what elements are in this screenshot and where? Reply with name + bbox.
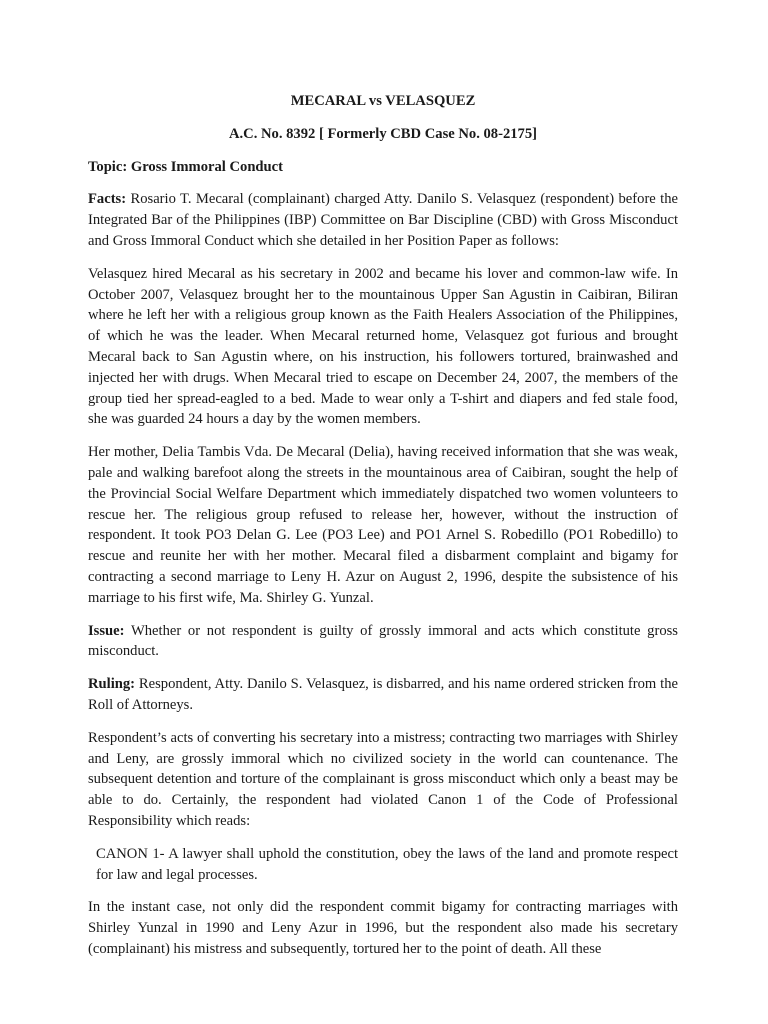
facts-paragraph xyxy=(88,189,678,251)
acts-paragraph: Respondent’s acts of converting his secretary into a mistress; contracting two marriages with Shirley and Leny, are grossly immoral which no civilized society in the world can countenance. The subsequent detention and torture of the complainant is gross misconduct which only a beast may be able to do. Certainly, the respondent had violated Canon 1 of the Code of Professional Responsibility which reads: xyxy=(88,729,678,829)
issue-text: Whether or not respondent is guilty of grossly immoral and acts which constitute gross misconduct. xyxy=(88,622,678,660)
facts-text: Rosario T. Mecaral (complainant) charged Atty. Danilo S. Velasquez (respondent) before the Integrated Bar of the Philippines (IBP) Committee on Bar Discipline (CBD) with Gross Misconduct and Gross Immoral Conduct which she detailed in her Position Paper as follows: xyxy=(88,191,678,249)
canon-paragraph: CANON 1- A lawyer shall uphold the constitution, obey the laws of the land and promote respect for law and legal processes. xyxy=(96,845,678,883)
topic-heading: Topic: Gross Immoral Conduct xyxy=(88,158,284,175)
ruling-paragraph xyxy=(88,674,678,716)
instant-case-paragraph: In the instant case, not only did the respondent commit bigamy for contracting marriages with Shirley Yunzal in 1990 and Leny Azur in 1996, but the respondent also made his secretary (complainant) his mistress and subsequently, tortured her to the point of death. All these xyxy=(88,899,678,957)
ruling-label: Ruling: xyxy=(88,676,136,693)
velasquez-hired-paragraph: Velasquez hired Mecaral as his secretary in 2002 and became his lover and common-law wife. In October 2007, Velasquez brought her to the mountainous Upper San Agustin in Caibiran, Biliran where he left her with a religious group known as the Faith Healers Association of the Philippines, of which he was the leader. When Mecaral returned home, Velasquez got furious and brought Mecaral back to San Agustin where, on his instruction, his followers tortured, brainwashed and injected her with drugs. When Mecaral tried to escape on December 24, 2007, the members of the group tied her spread-eagled to a bed. Made to wear only a T-shirt and diapers and fed stale food, she was guarded 24 hours a day by the women members. xyxy=(88,265,678,428)
case-number: A.C. No. 8392 [ Formerly CBD Case No. 08-2175] xyxy=(228,125,538,142)
document-title: MECARAL vs VELASQUEZ xyxy=(290,93,476,109)
facts-label: Facts: xyxy=(88,191,127,208)
ruling-text: Respondent, Atty. Danilo S. Velasquez, is disbarred, and his name ordered stricken from the Roll of Attorneys. xyxy=(88,676,678,713)
document-page xyxy=(88,91,678,960)
her-mother-paragraph: Her mother, Delia Tambis Vda. De Mecaral (Delia), having received information that she was weak, pale and walking barefoot along the streets in the mountainous area of Caibiran, sought the help of the Provincial Social Welfare Department which immediately dispatched two women volunteers to rescue her. The religious group refused to release her, however, without the instruction of respondent. It took PO3 Delan G. Lee (PO3 Lee) and PO1 Arnel S. Robedillo (PO1 Robedillo) to rescue and reunite her with her mother. Mecaral filed a disbarment complaint and bigamy for contracting a second marriage to Leny H. Azur on August 2, 1996, despite the subsistence of his marriage to his first wife, Ma. Shirley G. Yunzal. xyxy=(88,444,678,606)
issue-label: Issue: xyxy=(88,622,125,639)
issue-paragraph xyxy=(88,621,678,663)
